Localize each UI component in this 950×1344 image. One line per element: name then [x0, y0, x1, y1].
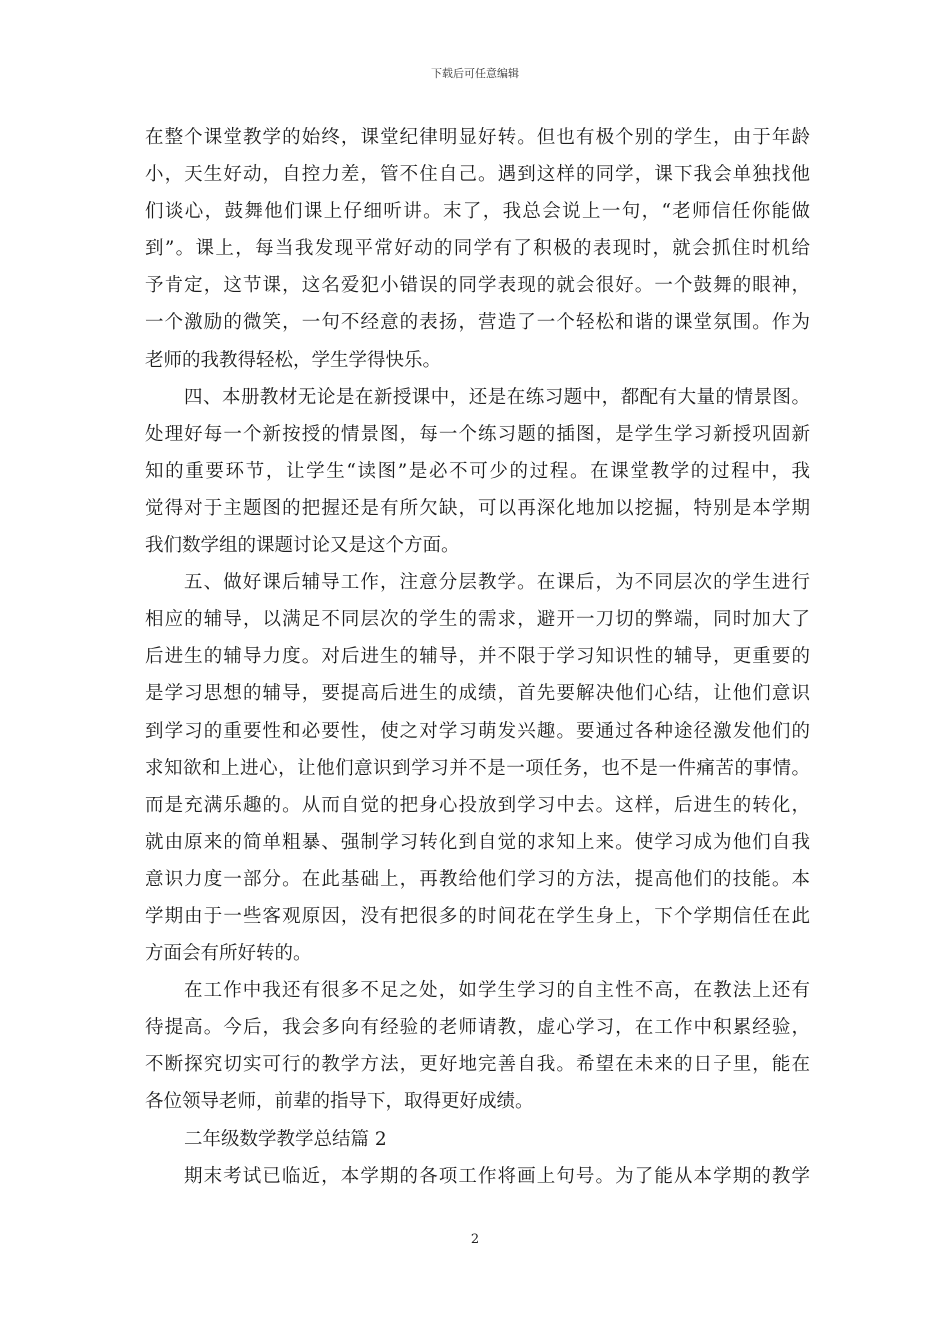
text-line: 予肯定，这节课，这名爱犯小错误的同学表现的就会很好。一个鼓舞的眼神，	[145, 275, 810, 297]
text-line: 一个激励的微笑，一句不经意的表扬，营造了一个轻松和谐的课堂氛围。作为	[145, 312, 810, 334]
text-line: 二年级数学教学总结篇 2	[184, 1128, 387, 1150]
text-line: 方面会有所好转的。	[145, 943, 312, 965]
text-line: 觉得对于主题图的把握还是有所欠缺，可以再深化地加以挖掘，特别是本学期	[145, 497, 810, 519]
document-body	[145, 119, 810, 1195]
text-line: 意识力度一部分。在此基础上，再教给他们学习的方法，提高他们的技能。本	[145, 868, 810, 890]
text-line: 我们数学组的课题讨论又是这个方面。	[145, 535, 460, 557]
text-line: 们谈心，鼓舞他们课上仔细听讲。末了，我总会说上一句，“老师信任你能做	[145, 201, 810, 223]
text-line: 五、做好课后辅导工作，注意分层教学。在课后，为不同层次的学生进行	[184, 572, 810, 594]
text-line: 待提高。今后，我会多向有经验的老师请教，虚心学习，在工作中积累经验，	[145, 1017, 810, 1039]
text-line: 求知欲和上进心，让他们意识到学习并不是一项任务，也不是一件痛苦的事情。	[145, 757, 810, 779]
text-line: 就由原来的简单粗暴、强制学习转化到自觉的求知上来。使学习成为他们自我	[145, 831, 810, 853]
text-line: 在整个课堂教学的始终，课堂纪律明显好转。但也有极个别的学生，由于年龄	[145, 127, 810, 148]
page-number: 2	[470, 1232, 480, 1247]
text-line: 是学习思想的辅导，要提高后进生的成绩，首先要解决他们心结，让他们意识	[145, 683, 810, 705]
text-line: 老师的我教得轻松，学生学得快乐。	[145, 349, 442, 371]
text-line: 到学习的重要性和必要性，使之对学习萌发兴趣。要通过各种途径激发他们的	[145, 720, 810, 742]
text-line: 期末考试已临近，本学期的各项工作将画上句号。为了能从本学期的教学	[184, 1165, 810, 1187]
text-line: 而是充满乐趣的。从而自觉的把身心投放到学习中去。这样，后进生的转化，	[145, 794, 810, 816]
text-line: 到”。课上，每当我发现平常好动的同学有了积极的表现时，就会抓住时机给	[145, 238, 810, 260]
text-line: 处理好每一个新按授的情景图，每一个练习题的插图，是学生学习新授巩固新	[145, 423, 810, 445]
text-line: 在工作中我还有很多不足之处，如学生学习的自主性不高，在教法上还有	[184, 980, 810, 1002]
text-line: 各位领导老师，前辈的指导下，取得更好成绩。	[145, 1091, 534, 1113]
text-line: 四、本册教材无论是在新授课中，还是在练习题中，都配有大量的情景图。	[184, 386, 810, 408]
page-header: 下载后可任意编辑	[431, 67, 519, 80]
text-line: 小，天生好动，自控力差，管不住自己。遇到这样的同学，课下我会单独找他	[145, 164, 810, 186]
text-line: 相应的辅导，以满足不同层次的学生的需求，避开一刀切的弊端，同时加大了	[145, 609, 810, 631]
text-line: 不断探究切实可行的教学方法，更好地完善自我。希望在未来的日子里，能在	[145, 1054, 810, 1076]
text-line: 后进生的辅导力度。对后进生的辅导，并不限于学习知识性的辅导，更重要的	[145, 646, 810, 668]
text-line: 知的重要环节，让学生“读图”是必不可少的过程。在课堂教学的过程中，我	[145, 460, 810, 482]
text-line: 学期由于一些客观原因，没有把很多的时间花在学生身上，下个学期信任在此	[145, 905, 810, 927]
